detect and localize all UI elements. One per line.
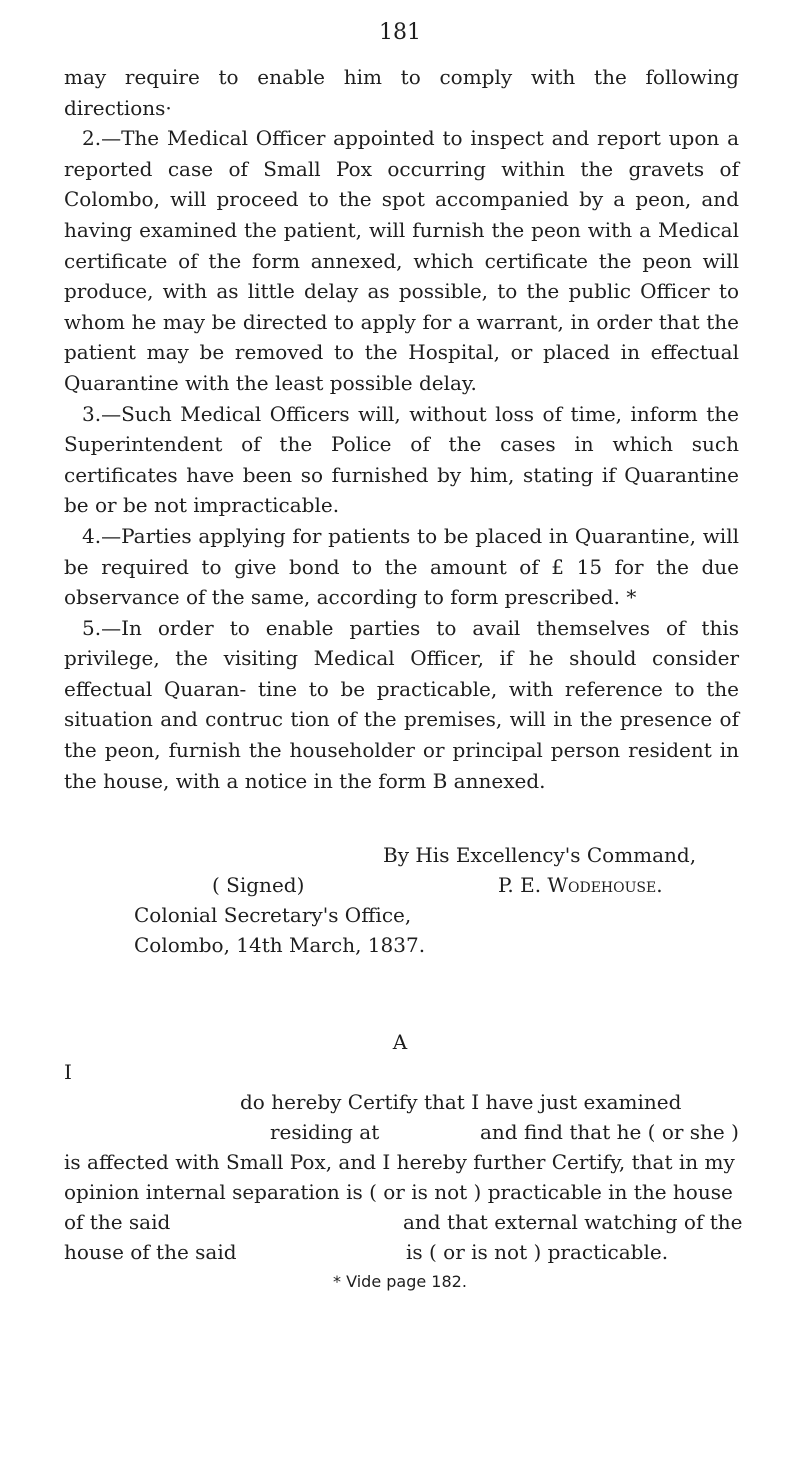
paragraph-2: 2.—The Medical Officer appointed to inspect and report upon a reported case of Small Pox occurring within the gravets of Colombo, will proceed to the spot accompanied by a peon, and having examined the patient, will furnish the peon with a Medical certificate of the form annexed, which certificate the peon will produce, with as little delay as possible, to the public Officer to whom he may be directed to apply for a warrant, in order that the patient may be removed to the Hospital, or placed in effectual Quarantine with the least possible delay.	[64, 126, 739, 395]
form-line-2b: and find that he ( or she )	[480, 1120, 739, 1144]
form-line-1: do hereby Certify that I have just examined	[240, 1090, 682, 1114]
paragraph-5: 5.—In order to enable parties to avail themselves of this privilege, the visiting Medical Officer, if he should consider effectual Quaran- tine to be practicable, with reference to the situation and contruc tion of the premises, will in the presence of the peon, furnish the householder or principal person resident in the house, with a notice in the form B annexed.	[64, 615, 739, 793]
office-line: Colonial Secretary's Office,	[134, 903, 412, 927]
paragraph-continuation: may require to enable him to comply with the following directions·	[64, 65, 739, 120]
form-label: A	[392, 1030, 408, 1054]
page-number: 181	[379, 20, 421, 45]
footnote: * Vide page 182.	[333, 1272, 467, 1291]
form-line-5a: of the said	[64, 1210, 171, 1234]
form-line-5b: and that external watching of the	[403, 1210, 743, 1234]
signatory-name: P. E. Wodehouse.	[498, 873, 663, 897]
place-date-line: Colombo, 14th March, 1837.	[134, 933, 426, 957]
form-pronoun: I	[64, 1060, 72, 1084]
form-line-6a: house of the said	[64, 1240, 237, 1264]
paragraph-3: 3.—Such Medical Officers will, without loss of time, inform the Superintendent of the Police of the cases in which such certificates have been so furnished by him, stating if Quarantine be or be not impracticable.	[64, 401, 739, 518]
signed-label: ( Signed)	[212, 873, 305, 897]
command-line: By His Excellency's Command,	[383, 843, 697, 867]
form-line-4: opinion internal separation is ( or is not ) practicable in the house	[64, 1180, 733, 1204]
paragraph-4: 4.—Parties applying for patients to be placed in Quarantine, will be required to give bond to the amount of £ 15 for the due observance of the same, according to form prescribed. *	[64, 523, 739, 610]
form-line-3: is affected with Small Pox, and I hereby further Certify, that in my	[64, 1150, 735, 1174]
form-line-2a: residing at	[270, 1120, 380, 1144]
form-line-6b: is ( or is not ) practicable.	[406, 1240, 669, 1264]
